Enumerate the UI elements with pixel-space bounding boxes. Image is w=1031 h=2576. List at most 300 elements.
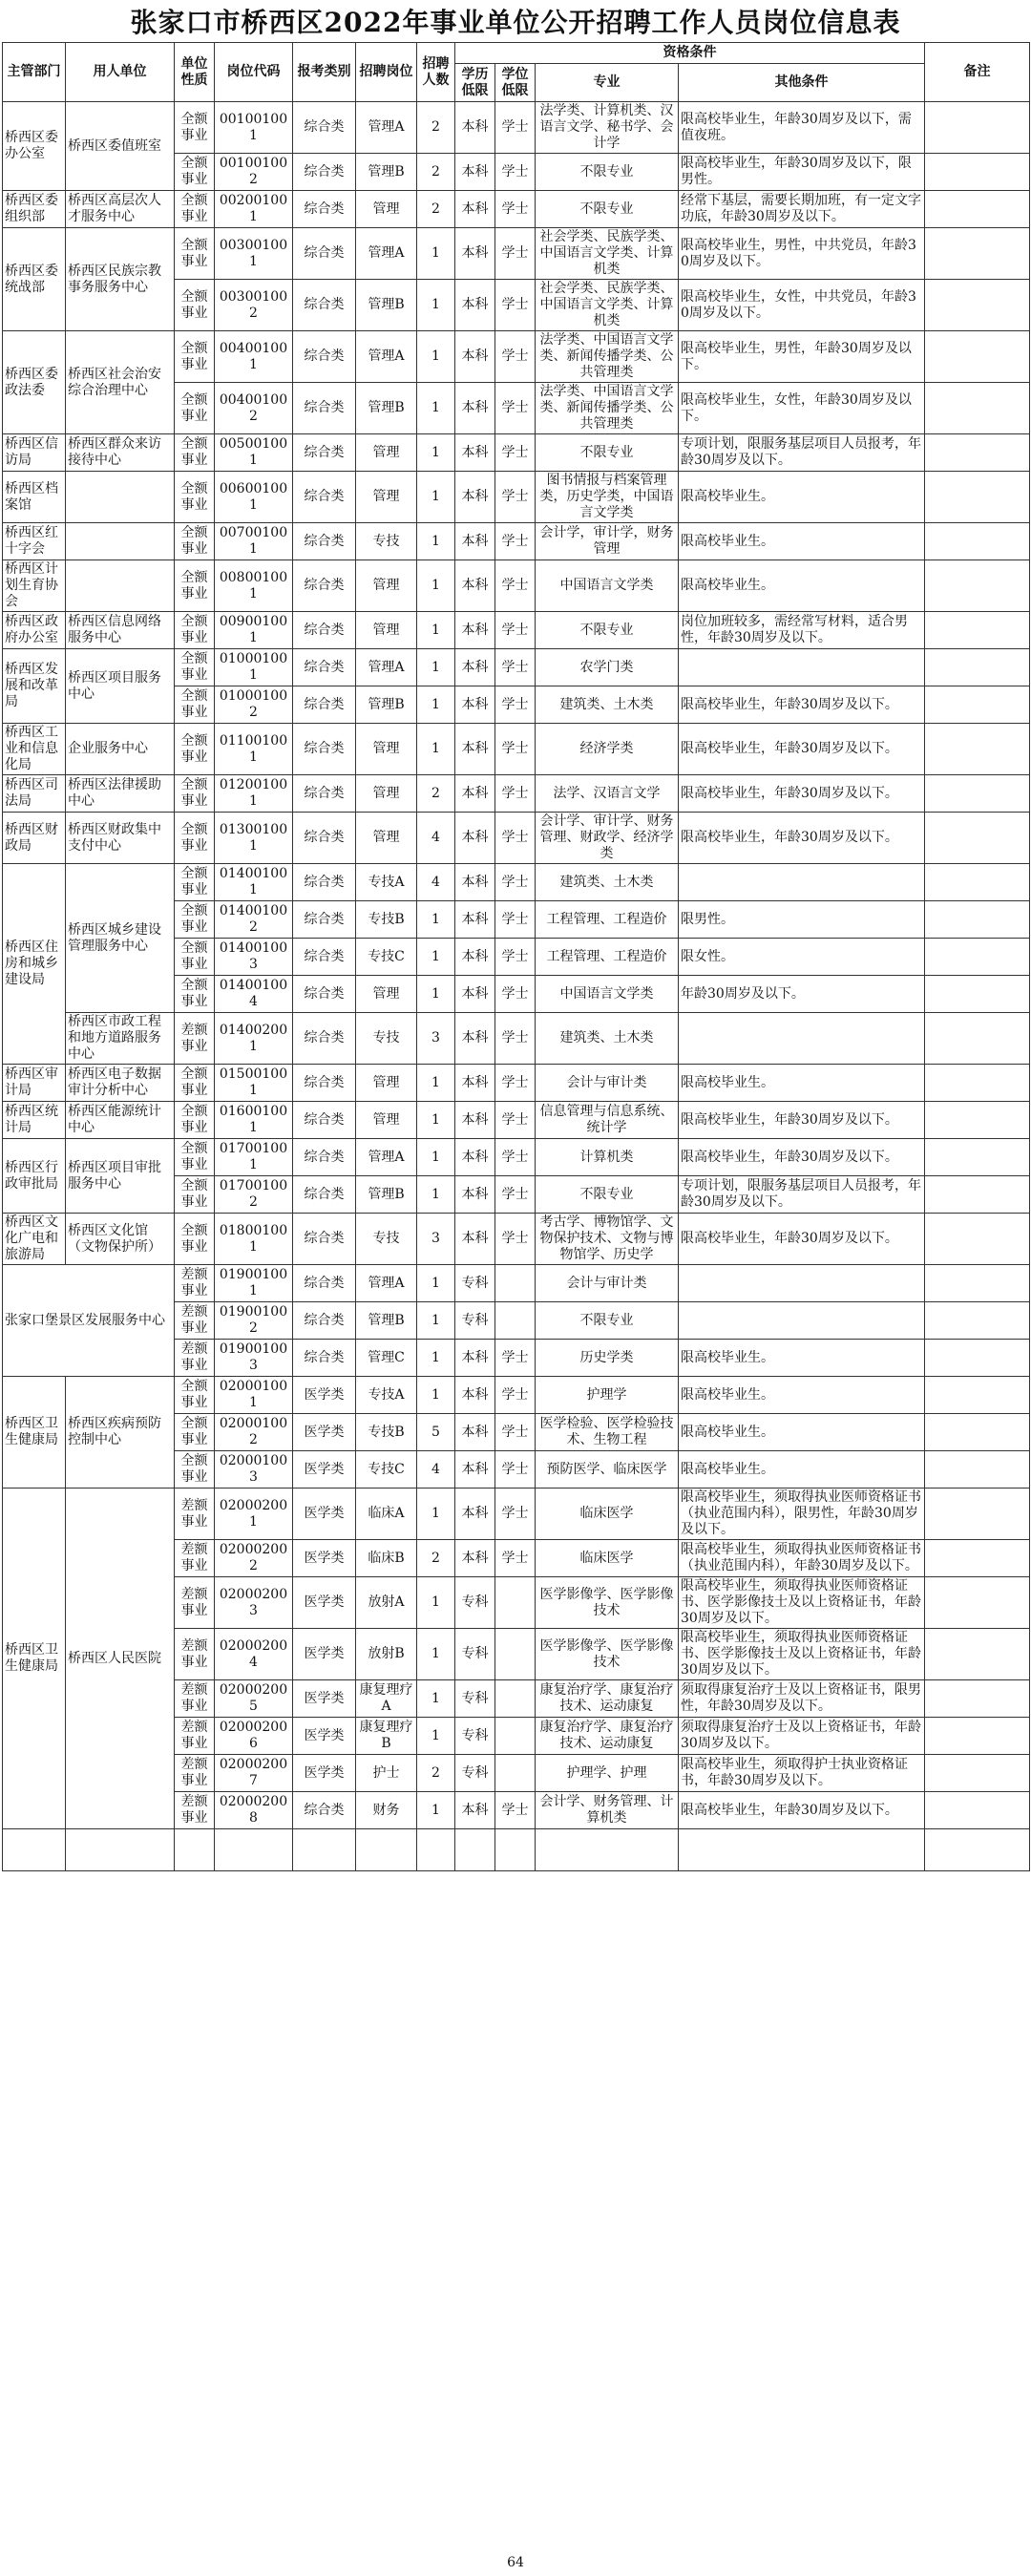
cell-degree: 学士 [495, 1214, 536, 1265]
cell-dept: 桥西区工业和信息化局 [3, 724, 66, 775]
cell-remark [925, 191, 1030, 228]
cell-post: 财务 [356, 1792, 417, 1829]
cell-dept: 桥西区信访局 [3, 434, 66, 472]
cell-exam: 综合类 [293, 1139, 356, 1176]
cell-edu: 本科 [455, 1489, 495, 1540]
cell-empty [215, 1829, 293, 1871]
cell-unit: 桥西区项目服务中心 [66, 649, 175, 724]
cell-degree: 学士 [495, 1540, 536, 1577]
table-row [3, 191, 1030, 228]
cell-edu: 本科 [455, 1065, 495, 1102]
cell-other: 限高校毕业生，女性，中共党员，年龄30周岁及以下。 [679, 280, 925, 331]
cell-code: 020002004 [215, 1629, 293, 1680]
cell-nature: 全额事业 [175, 813, 215, 864]
cell-post: 管理 [356, 560, 417, 612]
cell-major: 医学影像学、医学影像技术 [536, 1629, 679, 1680]
cell-degree: 学士 [495, 102, 536, 154]
cell-remark [925, 1102, 1030, 1139]
cell-degree [495, 1718, 536, 1755]
cell-edu: 本科 [455, 560, 495, 612]
cell-remark [925, 1680, 1030, 1718]
cell-edu: 本科 [455, 1414, 495, 1451]
cell-degree: 学士 [495, 1013, 536, 1065]
cell-edu: 本科 [455, 280, 495, 331]
cell-degree [495, 1629, 536, 1680]
cell-code: 020002008 [215, 1792, 293, 1829]
cell-major: 不限专业 [536, 1302, 679, 1340]
cell-count: 1 [417, 686, 455, 724]
cell-degree: 学士 [495, 383, 536, 434]
table-row [3, 434, 1030, 472]
cell-remark [925, 102, 1030, 154]
cell-count: 3 [417, 1214, 455, 1265]
cell-nature: 差额事业 [175, 1680, 215, 1718]
cell-exam: 综合类 [293, 1340, 356, 1377]
cell-post: 管理B [356, 383, 417, 434]
cell-code: 014001001 [215, 864, 293, 901]
cell-degree: 学士 [495, 1139, 536, 1176]
cell-other: 须取得康复治疗士及以上资格证书，年龄30周岁及以下。 [679, 1718, 925, 1755]
cell-code: 004001001 [215, 331, 293, 383]
cell-other: 限高校毕业生，须取得执业医师资格证书（执业范围内科），年龄30周岁及以下。 [679, 1540, 925, 1577]
cell-edu: 本科 [455, 1540, 495, 1577]
cell-unit: 桥西区民族宗教事务服务中心 [66, 228, 175, 331]
cell-degree: 学士 [495, 472, 536, 523]
cell-post: 康复理疗B [356, 1718, 417, 1755]
cell-unit: 企业服务中心 [66, 724, 175, 775]
header-degree: 学位低限 [495, 64, 536, 102]
cell-count: 1 [417, 901, 455, 939]
cell-count: 2 [417, 102, 455, 154]
cell-major: 信息管理与信息系统、统计学 [536, 1102, 679, 1139]
cell-post: 专技 [356, 523, 417, 560]
cell-post: 管理 [356, 813, 417, 864]
cell-other: 限高校毕业生，女性，年龄30周岁及以下。 [679, 383, 925, 434]
cell-major: 工程管理、工程造价 [536, 901, 679, 939]
cell-other: 限高校毕业生。 [679, 1377, 925, 1414]
cell-major: 社会学类、民族学类、中国语言文学类、计算机类 [536, 228, 679, 280]
cell-post: 管理A [356, 102, 417, 154]
cell-count: 2 [417, 191, 455, 228]
cell-post: 专技A [356, 864, 417, 901]
cell-count: 4 [417, 864, 455, 901]
cell-post: 管理B [356, 686, 417, 724]
cell-empty [495, 1829, 536, 1871]
cell-major: 计算机类 [536, 1139, 679, 1176]
cell-empty [175, 1829, 215, 1871]
cell-edu: 本科 [455, 939, 495, 976]
cell-nature: 全额事业 [175, 523, 215, 560]
cell-post: 管理 [356, 612, 417, 649]
cell-remark [925, 864, 1030, 901]
cell-code: 014001003 [215, 939, 293, 976]
cell-degree: 学士 [495, 191, 536, 228]
cell-dept: 桥西区行政审批局 [3, 1139, 66, 1214]
cell-edu: 本科 [455, 434, 495, 472]
cell-count: 1 [417, 472, 455, 523]
cell-unit [66, 560, 175, 612]
cell-code: 017001001 [215, 1139, 293, 1176]
cell-count: 1 [417, 612, 455, 649]
cell-dept: 桥西区红十字会 [3, 523, 66, 560]
cell-exam: 医学类 [293, 1451, 356, 1489]
cell-code: 020001002 [215, 1414, 293, 1451]
header-dept: 主管部门 [3, 43, 66, 102]
cell-exam: 综合类 [293, 775, 356, 813]
cell-edu: 本科 [455, 472, 495, 523]
cell-nature: 全额事业 [175, 724, 215, 775]
cell-other: 限高校毕业生，年龄30周岁及以下。 [679, 775, 925, 813]
cell-code: 002001001 [215, 191, 293, 228]
cell-code: 007001001 [215, 523, 293, 560]
cell-remark [925, 560, 1030, 612]
cell-degree: 学士 [495, 1489, 536, 1540]
cell-degree: 学士 [495, 686, 536, 724]
cell-nature: 全额事业 [175, 1065, 215, 1102]
cell-code: 010001001 [215, 649, 293, 686]
cell-degree: 学士 [495, 1102, 536, 1139]
cell-nature: 差额事业 [175, 1489, 215, 1540]
cell-count: 1 [417, 1065, 455, 1102]
cell-post: 管理A [356, 1139, 417, 1176]
cell-post: 管理A [356, 649, 417, 686]
cell-remark [925, 383, 1030, 434]
cell-edu: 本科 [455, 813, 495, 864]
cell-exam: 医学类 [293, 1629, 356, 1680]
cell-major: 康复治疗学、康复治疗技术、运动康复 [536, 1680, 679, 1718]
cell-major: 不限专业 [536, 154, 679, 191]
cell-degree: 学士 [495, 280, 536, 331]
cell-edu: 本科 [455, 228, 495, 280]
cell-post: 放射B [356, 1629, 417, 1680]
cell-exam: 综合类 [293, 1265, 356, 1302]
cell-degree: 学士 [495, 1414, 536, 1451]
cell-remark [925, 1414, 1030, 1451]
table-row [3, 612, 1030, 649]
header-exam: 报考类别 [293, 43, 356, 102]
cell-major: 中国语言文学类 [536, 560, 679, 612]
cell-exam: 综合类 [293, 612, 356, 649]
cell-degree: 学士 [495, 1065, 536, 1102]
cell-major: 工程管理、工程造价 [536, 939, 679, 976]
cell-unit: 桥西区法律援助中心 [66, 775, 175, 813]
cell-post: 护士 [356, 1755, 417, 1792]
cell-post: 专技B [356, 1414, 417, 1451]
cell-edu: 本科 [455, 191, 495, 228]
cell-exam: 医学类 [293, 1377, 356, 1414]
cell-other: 限高校毕业生，年龄30周岁及以下，需值夜班。 [679, 102, 925, 154]
cell-major: 社会学类、民族学类、中国语言文学类、计算机类 [536, 280, 679, 331]
cell-nature: 全额事业 [175, 976, 215, 1013]
cell-other: 限高校毕业生，年龄30周岁及以下，限男性。 [679, 154, 925, 191]
cell-empty [536, 1829, 679, 1871]
cell-major: 护理学、护理 [536, 1755, 679, 1792]
cell-code: 016001001 [215, 1102, 293, 1139]
cell-unit: 桥西区城乡建设管理服务中心 [66, 864, 175, 1013]
cell-nature: 差额事业 [175, 1755, 215, 1792]
cell-code: 013001001 [215, 813, 293, 864]
cell-count: 4 [417, 813, 455, 864]
cell-major: 康复治疗学、康复治疗技术、运动康复 [536, 1718, 679, 1755]
cell-remark [925, 1489, 1030, 1540]
cell-exam: 综合类 [293, 331, 356, 383]
cell-code: 020002002 [215, 1540, 293, 1577]
cell-degree: 学士 [495, 331, 536, 383]
table-row [3, 1489, 1030, 1540]
cell-code: 012001001 [215, 775, 293, 813]
cell-nature: 差额事业 [175, 1718, 215, 1755]
cell-count: 1 [417, 1680, 455, 1718]
cell-degree: 学士 [495, 724, 536, 775]
cell-major: 法学类、中国语言文学类、新闻传播学类、公共管理类 [536, 383, 679, 434]
cell-major: 历史学类 [536, 1340, 679, 1377]
cell-code: 010001002 [215, 686, 293, 724]
header-code: 岗位代码 [215, 43, 293, 102]
cell-remark [925, 1540, 1030, 1577]
cell-empty [455, 1829, 495, 1871]
cell-other: 限高校毕业生。 [679, 1451, 925, 1489]
cell-exam: 综合类 [293, 864, 356, 901]
cell-exam: 医学类 [293, 1755, 356, 1792]
cell-nature: 全额事业 [175, 560, 215, 612]
cell-edu: 本科 [455, 649, 495, 686]
cell-exam: 综合类 [293, 1065, 356, 1102]
cell-count: 2 [417, 1540, 455, 1577]
cell-unit: 桥西区社会治安综合治理中心 [66, 331, 175, 434]
cell-degree: 学士 [495, 1451, 536, 1489]
cell-dept: 桥西区卫生健康局 [3, 1377, 66, 1489]
cell-post: 专技 [356, 1214, 417, 1265]
cell-edu: 专科 [455, 1265, 495, 1302]
cell-count: 1 [417, 228, 455, 280]
cell-empty [293, 1829, 356, 1871]
cell-dept: 桥西区政府办公室 [3, 612, 66, 649]
cell-degree: 学士 [495, 649, 536, 686]
cell-remark [925, 649, 1030, 686]
cell-count: 1 [417, 1139, 455, 1176]
cell-exam: 综合类 [293, 1176, 356, 1214]
cell-exam: 医学类 [293, 1680, 356, 1718]
cell-post: 管理B [356, 154, 417, 191]
cell-code: 014002001 [215, 1013, 293, 1065]
cell-edu: 专科 [455, 1755, 495, 1792]
cell-count: 3 [417, 1013, 455, 1065]
cell-major: 法学类、中国语言文学类、新闻传播学类、公共管理类 [536, 331, 679, 383]
cell-count: 1 [417, 1176, 455, 1214]
cell-code: 003001001 [215, 228, 293, 280]
cell-exam: 综合类 [293, 280, 356, 331]
table-row-empty [3, 1829, 1030, 1871]
cell-code: 020002007 [215, 1755, 293, 1792]
cell-count: 5 [417, 1414, 455, 1451]
cell-remark [925, 775, 1030, 813]
cell-degree [495, 1755, 536, 1792]
table-row [3, 1013, 1030, 1065]
cell-nature: 全额事业 [175, 154, 215, 191]
cell-nature: 全额事业 [175, 228, 215, 280]
cell-major: 建筑类、土木类 [536, 686, 679, 724]
cell-edu: 本科 [455, 1102, 495, 1139]
header-remark: 备注 [925, 43, 1030, 102]
cell-count: 1 [417, 649, 455, 686]
cell-unit: 桥西区委值班室 [66, 102, 175, 191]
cell-remark [925, 331, 1030, 383]
cell-exam: 综合类 [293, 1792, 356, 1829]
table-body [3, 102, 1030, 1871]
header-post: 招聘岗位 [356, 43, 417, 102]
cell-remark [925, 1013, 1030, 1065]
cell-nature: 全额事业 [175, 191, 215, 228]
cell-count: 1 [417, 1577, 455, 1629]
cell-unit: 桥西区电子数据审计分析中心 [66, 1065, 175, 1102]
cell-degree: 学士 [495, 523, 536, 560]
table-row [3, 724, 1030, 775]
table-row [3, 775, 1030, 813]
cell-other: 限高校毕业生。 [679, 1414, 925, 1451]
cell-post: 专技A [356, 1377, 417, 1414]
cell-code: 008001001 [215, 560, 293, 612]
cell-nature: 全额事业 [175, 434, 215, 472]
cell-code: 001001001 [215, 102, 293, 154]
cell-post: 管理 [356, 191, 417, 228]
cell-dept: 张家口堡景区发展服务中心 [3, 1265, 175, 1377]
cell-edu: 本科 [455, 102, 495, 154]
cell-other: 限高校毕业生，年龄30周岁及以下。 [679, 813, 925, 864]
cell-count: 4 [417, 1451, 455, 1489]
table-row [3, 331, 1030, 383]
table-row [3, 1265, 1030, 1302]
cell-nature: 全额事业 [175, 901, 215, 939]
cell-dept: 桥西区委政法委 [3, 331, 66, 434]
cell-unit: 桥西区人民医院 [66, 1489, 175, 1829]
cell-exam: 综合类 [293, 523, 356, 560]
cell-code: 020002006 [215, 1718, 293, 1755]
cell-code: 014001002 [215, 901, 293, 939]
cell-other: 限高校毕业生，男性，中共党员，年龄30周岁及以下。 [679, 228, 925, 280]
cell-other: 限高校毕业生，年龄30周岁及以下。 [679, 1214, 925, 1265]
cell-post: 管理 [356, 775, 417, 813]
cell-dept: 桥西区统计局 [3, 1102, 66, 1139]
cell-edu: 专科 [455, 1718, 495, 1755]
cell-code: 014001004 [215, 976, 293, 1013]
cell-degree: 学士 [495, 1340, 536, 1377]
cell-edu: 本科 [455, 1792, 495, 1829]
cell-exam: 综合类 [293, 976, 356, 1013]
header-count: 招聘人数 [417, 43, 455, 102]
cell-unit [66, 472, 175, 523]
cell-count: 1 [417, 1377, 455, 1414]
cell-nature: 全额事业 [175, 1414, 215, 1451]
cell-other: 限高校毕业生，须取得执业医师资格证书（执业范围内科），限男性，年龄30周岁及以下。 [679, 1489, 925, 1540]
cell-remark [925, 939, 1030, 976]
cell-exam: 综合类 [293, 649, 356, 686]
cell-count: 1 [417, 1265, 455, 1302]
cell-major: 医学影像学、医学影像技术 [536, 1577, 679, 1629]
table-row [3, 1065, 1030, 1102]
cell-degree [495, 1302, 536, 1340]
cell-major: 会计学、财务管理、计算机类 [536, 1792, 679, 1829]
cell-post: 管理A [356, 1265, 417, 1302]
cell-post: 管理A [356, 228, 417, 280]
cell-edu: 本科 [455, 523, 495, 560]
cell-exam: 医学类 [293, 1414, 356, 1451]
cell-exam: 综合类 [293, 901, 356, 939]
cell-other: 限高校毕业生。 [679, 523, 925, 560]
cell-nature: 全额事业 [175, 612, 215, 649]
cell-degree [495, 1680, 536, 1718]
cell-major: 法学类、计算机类、汉语言文学、秘书学、会计学 [536, 102, 679, 154]
cell-remark [925, 1139, 1030, 1176]
table-row [3, 1377, 1030, 1414]
cell-major: 预防医学、临床医学 [536, 1451, 679, 1489]
header-other: 其他条件 [679, 64, 925, 102]
cell-unit: 桥西区项目审批服务中心 [66, 1139, 175, 1214]
cell-count: 1 [417, 1489, 455, 1540]
cell-nature: 全额事业 [175, 331, 215, 383]
cell-count: 2 [417, 154, 455, 191]
cell-edu: 本科 [455, 612, 495, 649]
cell-nature: 差额事业 [175, 1540, 215, 1577]
cell-other: 限高校毕业生，年龄30周岁及以下。 [679, 1102, 925, 1139]
cell-exam: 综合类 [293, 154, 356, 191]
cell-dept: 桥西区档案馆 [3, 472, 66, 523]
cell-remark [925, 686, 1030, 724]
cell-remark [925, 813, 1030, 864]
cell-nature: 差额事业 [175, 1629, 215, 1680]
cell-degree: 学士 [495, 1176, 536, 1214]
cell-count: 1 [417, 1792, 455, 1829]
cell-edu: 专科 [455, 1629, 495, 1680]
cell-unit: 桥西区财政集中支付中心 [66, 813, 175, 864]
cell-exam: 医学类 [293, 1577, 356, 1629]
cell-remark [925, 1377, 1030, 1414]
cell-other: 限高校毕业生。 [679, 1340, 925, 1377]
cell-exam: 综合类 [293, 939, 356, 976]
cell-nature: 全额事业 [175, 383, 215, 434]
cell-major: 不限专业 [536, 191, 679, 228]
cell-dept: 桥西区发展和改革局 [3, 649, 66, 724]
cell-nature: 全额事业 [175, 939, 215, 976]
cell-remark [925, 1340, 1030, 1377]
table-header [3, 43, 1030, 102]
cell-exam: 综合类 [293, 813, 356, 864]
cell-other: 限高校毕业生，年龄30周岁及以下。 [679, 1792, 925, 1829]
cell-other: 限高校毕业生。 [679, 1065, 925, 1102]
cell-edu: 本科 [455, 1139, 495, 1176]
table-row [3, 523, 1030, 560]
header-nature: 单位性质 [175, 43, 215, 102]
cell-nature: 全额事业 [175, 280, 215, 331]
cell-major: 图书情报与档案管理类，历史学类，中国语言文学类 [536, 472, 679, 523]
cell-empty [356, 1829, 417, 1871]
cell-empty [3, 1829, 66, 1871]
table-row [3, 1102, 1030, 1139]
table-row [3, 813, 1030, 864]
cell-edu: 专科 [455, 1577, 495, 1629]
cell-code: 019001002 [215, 1302, 293, 1340]
cell-major: 建筑类、土木类 [536, 864, 679, 901]
cell-post: 专技C [356, 939, 417, 976]
cell-count: 1 [417, 1718, 455, 1755]
cell-major: 考古学、博物馆学、文物保护技术、文物与博物馆学、历史学 [536, 1214, 679, 1265]
cell-post: 管理 [356, 434, 417, 472]
cell-nature: 全额事业 [175, 1214, 215, 1265]
cell-other: 限高校毕业生，须取得执业医师资格证书、医学影像技士及以上资格证书，年龄30周岁及以下。 [679, 1629, 925, 1680]
page-number: 64 [507, 2555, 524, 2570]
cell-remark [925, 1065, 1030, 1102]
cell-unit: 桥西区市政工程和地方道路服务中心 [66, 1013, 175, 1065]
cell-edu: 本科 [455, 724, 495, 775]
